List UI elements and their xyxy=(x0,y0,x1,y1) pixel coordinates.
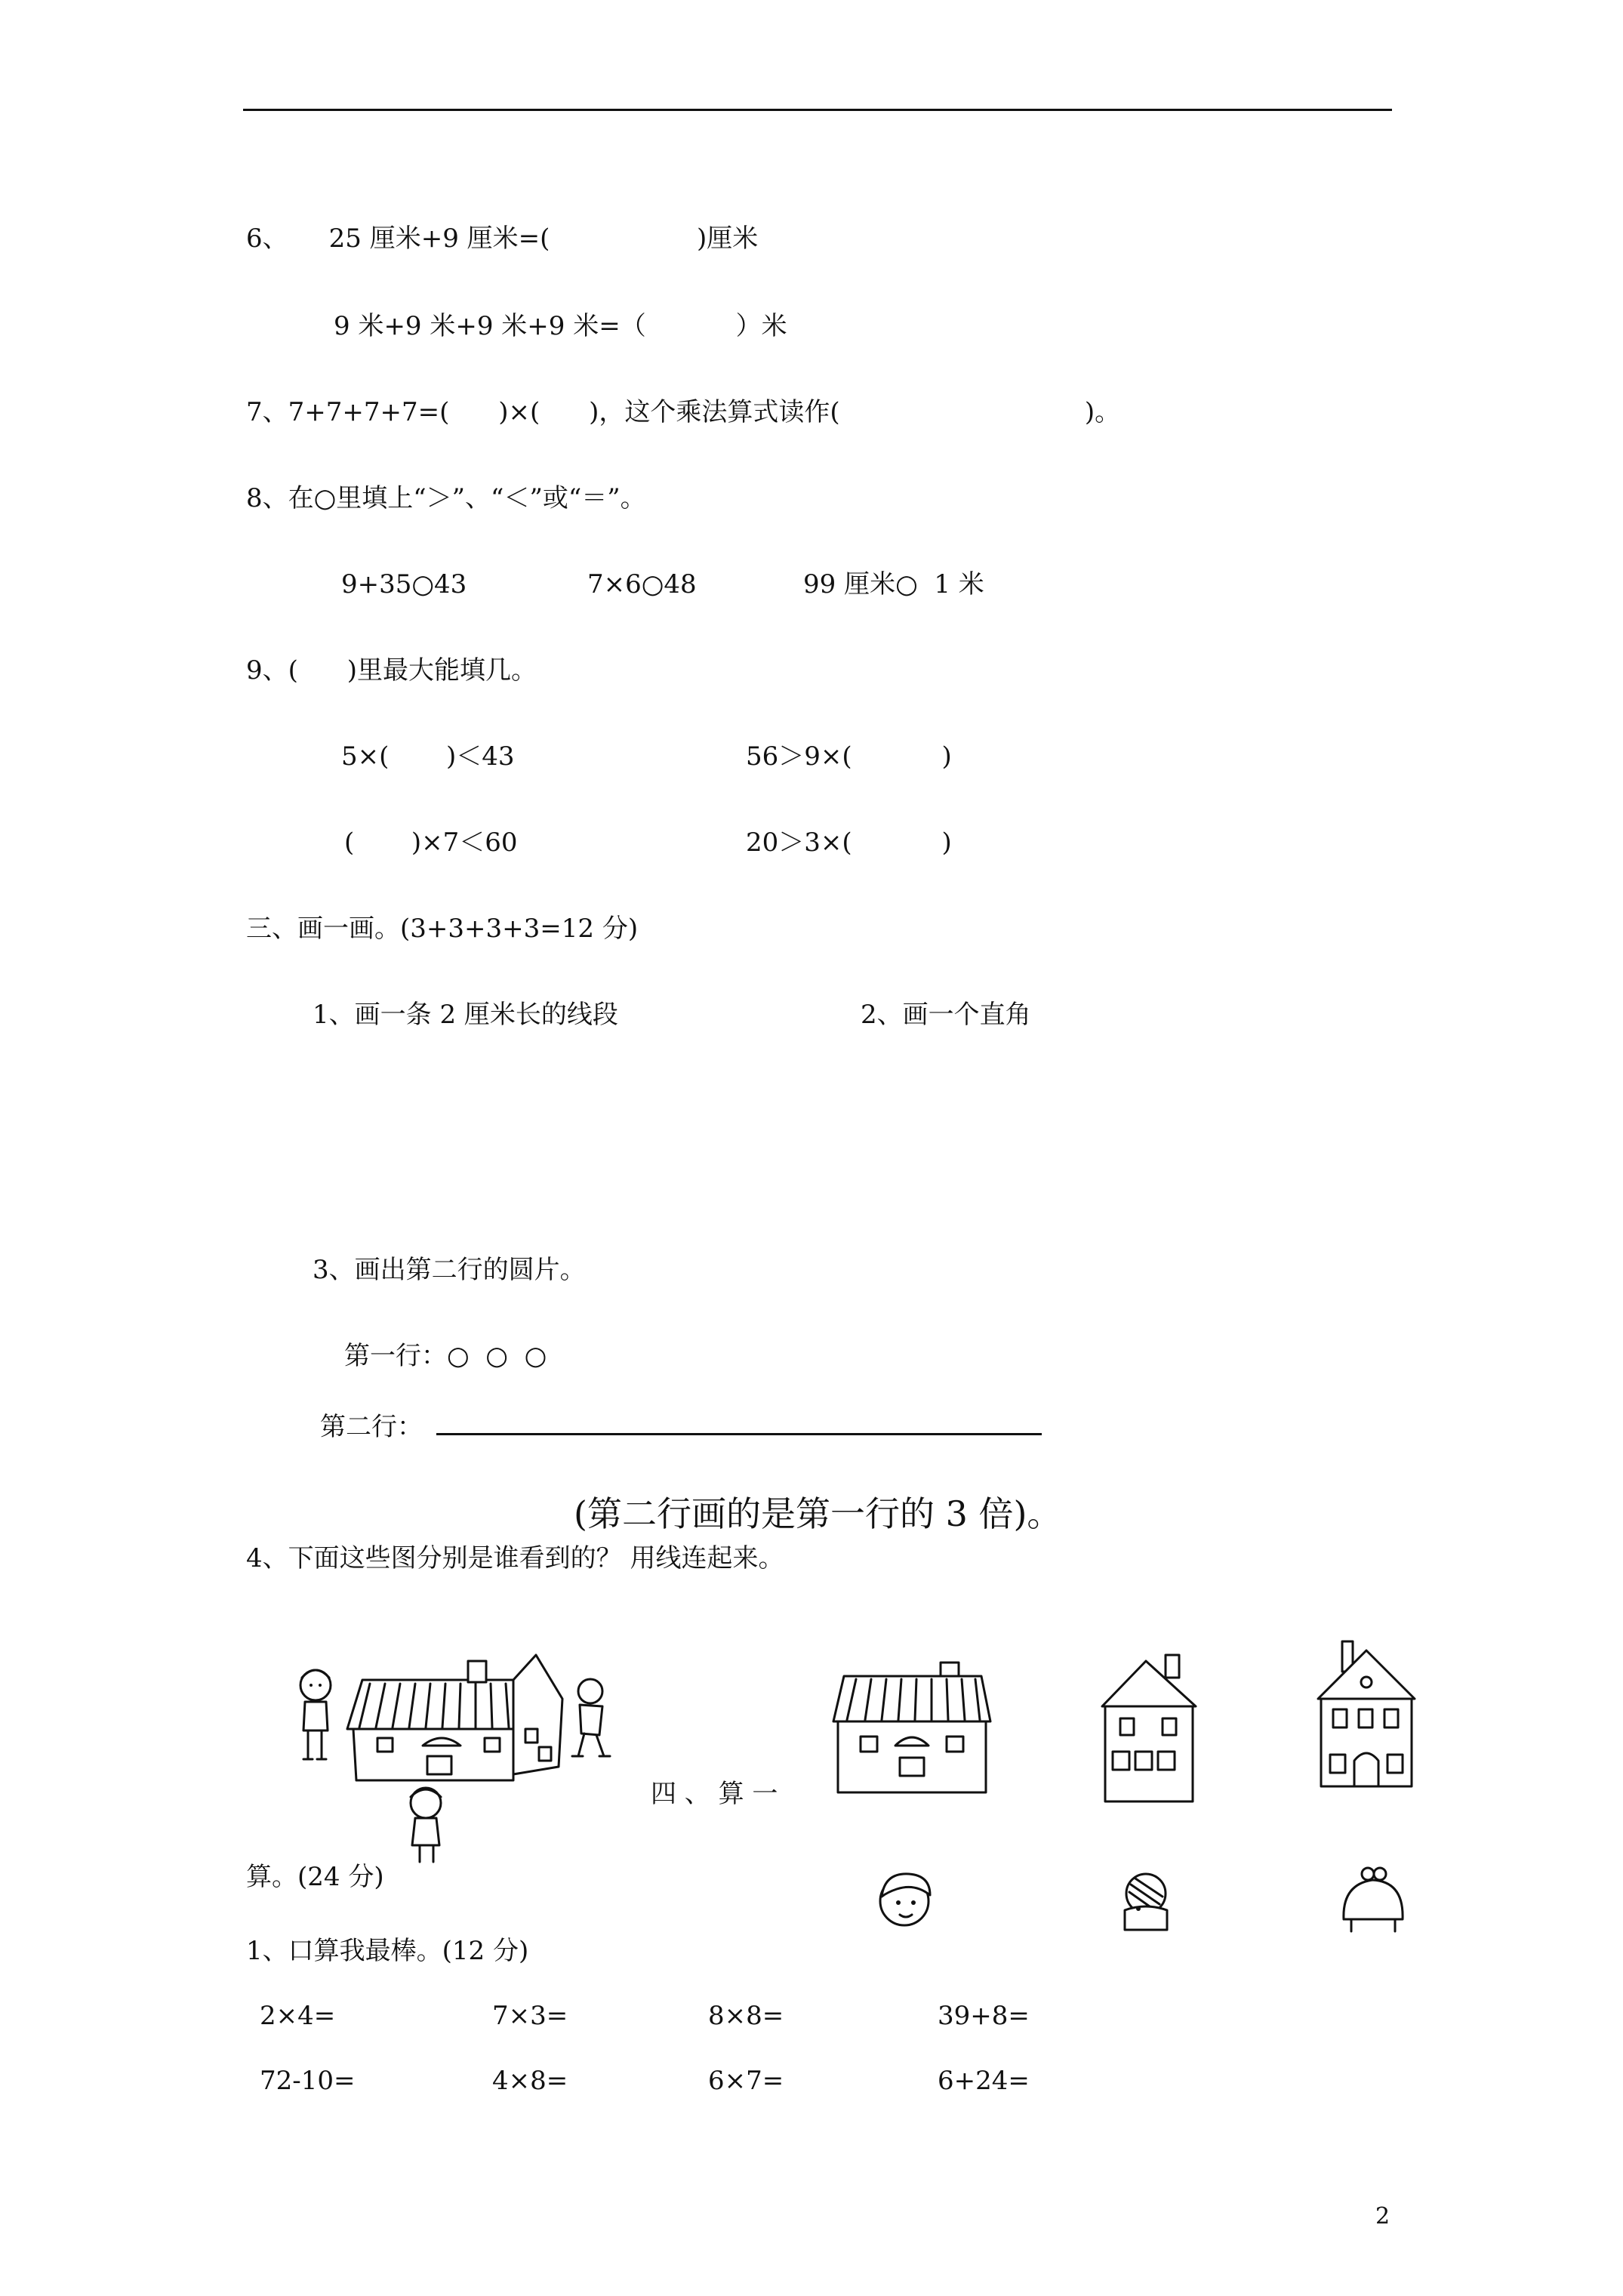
q7-text: 7、7+7+7+7=( )×( )，这个乘法算式读作( )。 xyxy=(246,397,1121,427)
section3-q3: 3、画出第二行的圆片。 xyxy=(313,1255,586,1285)
calc-r1-c2: 7×3= xyxy=(492,2001,568,2031)
section3-q2: 2、画一个直角 xyxy=(861,1000,1031,1030)
calc-r2-c4: 6+24= xyxy=(938,2066,1030,2096)
q8-item-2: 7×6○48 xyxy=(587,569,697,599)
calc-r2-c1: 72-10= xyxy=(260,2066,356,2096)
q8-title: 8、在○里填上“＞”、“＜”或“＝”。 xyxy=(246,483,646,513)
calc-r1-c1: 2×4= xyxy=(260,2001,336,2031)
section3-q4: 4、下面这些图分别是谁看到的？ 用线连起来。 xyxy=(246,1543,784,1573)
house-side-view-left xyxy=(1098,1653,1203,1804)
house-front-view xyxy=(826,1661,999,1797)
girl-head-figure xyxy=(1336,1862,1412,1937)
row2-label: 第二行： xyxy=(320,1412,423,1442)
girl-bottom-figure xyxy=(411,1788,441,1862)
section3-q1: 1、画一条 2 厘米长的线段 xyxy=(313,1000,618,1030)
q9-title: 9、( )里最大能填几。 xyxy=(246,655,537,686)
house-center-figure xyxy=(347,1655,562,1780)
q8-item-3: 99 厘米○ 1 米 xyxy=(803,569,984,599)
q9-item-3: ( )×7＜60 xyxy=(344,827,518,858)
boy-head-figure xyxy=(870,1862,945,1937)
section3-title: 三、画一画。(3+3+3+3=12 分) xyxy=(246,914,639,944)
q9-item-2: 56＞9×( ) xyxy=(746,741,952,772)
q9-item-1: 5×( )＜43 xyxy=(341,741,515,772)
calc-r1-c4: 39+8= xyxy=(938,2001,1030,2031)
q6-line1: 6、 25 厘米+9 厘米=( )厘米 xyxy=(246,223,759,254)
section4-title-part1: 四 、 算 一 xyxy=(651,1779,778,1809)
row1-circles: 第一行：○ ○ ○ xyxy=(344,1341,547,1371)
calc-r2-c3: 6×7= xyxy=(708,2066,784,2096)
section3-note: (第二行画的是第一行的 3 倍)。 xyxy=(574,1493,1062,1534)
q9-item-4: 20＞3×( ) xyxy=(746,827,952,858)
q8-item-1: 9+35○43 xyxy=(341,569,467,599)
section4-q1: 1、口算我最棒。(12 分) xyxy=(246,1936,529,1966)
page-number: 2 xyxy=(1375,2203,1390,2230)
header-rule xyxy=(243,109,1392,111)
calc-r2-c2: 4×8= xyxy=(492,2066,568,2096)
child-right-figure xyxy=(572,1679,610,1756)
calc-r1-c3: 8×8= xyxy=(708,2001,784,2031)
child-head-figure xyxy=(1110,1862,1185,1937)
house-with-children-illustration xyxy=(287,1646,627,1865)
q6-line2: 9 米+9 米+9 米+9 米=（ ）米 xyxy=(334,311,787,341)
row2-answer-line xyxy=(436,1433,1042,1435)
section4-title-part2: 算。(24 分) xyxy=(246,1862,384,1892)
boy-left-figure xyxy=(300,1670,331,1759)
house-side-view-right xyxy=(1313,1640,1419,1791)
